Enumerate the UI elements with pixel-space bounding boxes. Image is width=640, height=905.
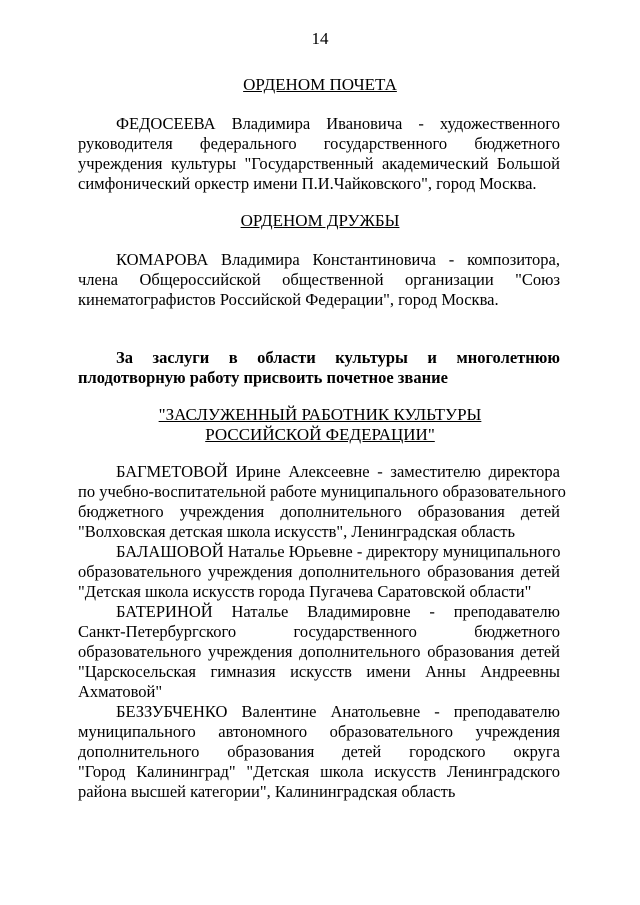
text-line: образовательного учреждения дополнительного образования детей	[78, 562, 560, 581]
text-line: члена Общероссийской общественной организации "Союз	[78, 270, 560, 289]
text-line: "Царскосельская гимназия искусств имени Анны Андреевны	[78, 662, 560, 681]
text-line: БЕЗЗУБЧЕНКО Валентине Анатольевне - преподавателю	[116, 702, 560, 721]
text-line: За заслуги в области культуры и многолетнюю	[116, 348, 560, 367]
text-line: по учебно-воспитательной работе муниципального образовательного	[78, 482, 566, 501]
text-line: руководителя федерального государственного бюджетного	[78, 134, 560, 153]
section-heading-order-honor: ОРДЕНОМ ПОЧЕТА	[243, 75, 397, 94]
text-line: ФЕДОСЕЕВА Владимира Ивановича - художественного	[116, 114, 560, 133]
text-line: Санкт-Петербургского государственного бюджетного	[78, 622, 560, 641]
text-line: кинематографистов Российской Федерации", город Москва.	[78, 290, 499, 309]
text-line: учреждения культуры "Государственный академический Большой	[78, 154, 560, 173]
text-line: БАГМЕТОВОЙ Ирине Алексеевне - заместителю директора	[116, 462, 560, 481]
text-line: плодотворную работу присвоить почетное звание	[78, 368, 448, 387]
text-line: "Волховская детская школа искусств", Ленинградская область	[78, 522, 515, 541]
text-line: района высшей категории", Калининградская область	[78, 782, 456, 801]
text-line: Ахматовой"	[78, 682, 163, 701]
text-line: БАТЕРИНОЙ Наталье Владимировне - преподавателю	[116, 602, 560, 621]
text-line: образовательного учреждения дополнительного образования детей	[78, 642, 560, 661]
text-line: бюджетного учреждения дополнительного образования детей	[78, 502, 560, 521]
text-line: "Город Калининград" "Детская школа искусств Ленинградского	[78, 762, 560, 781]
text-line: КОМАРОВА Владимира Константиновича - композитора,	[116, 250, 560, 269]
text-line: "Детская школа искусств города Пугачева Саратовской области"	[78, 582, 532, 601]
title-heading-line-2: РОССИЙСКОЙ ФЕДЕРАЦИИ"	[205, 425, 435, 444]
text-line: симфонический оркестр имени П.И.Чайковского", город Москва.	[78, 174, 537, 193]
text-line: муниципального автономного образовательного учреждения	[78, 722, 560, 741]
section-heading-order-friendship: ОРДЕНОМ ДРУЖБЫ	[240, 211, 400, 230]
text-line: БАЛАШОВОЙ Наталье Юрьевне - директору муниципального	[116, 542, 561, 561]
title-heading-line-1: "ЗАСЛУЖЕННЫЙ РАБОТНИК КУЛЬТУРЫ	[158, 405, 482, 424]
page-number: 14	[311, 29, 329, 48]
text-line: дополнительного образования детей городского округа	[78, 742, 560, 761]
